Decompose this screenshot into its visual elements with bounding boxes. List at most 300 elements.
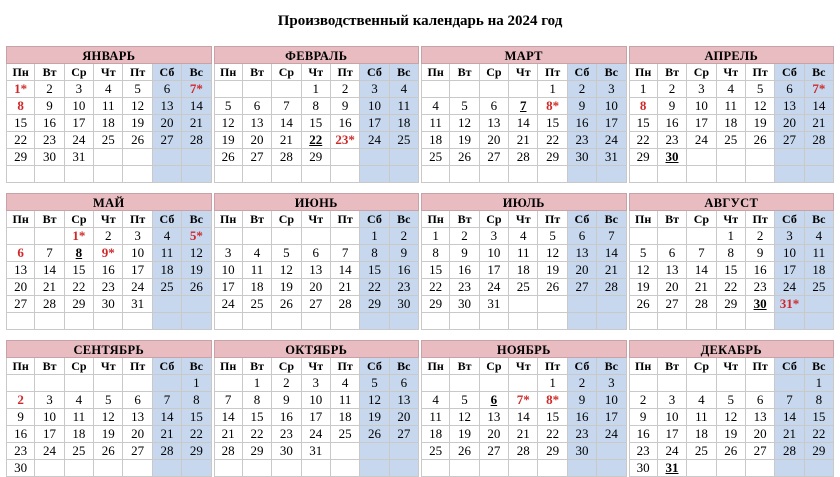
- day-cell: 24: [65, 132, 94, 149]
- empty-cell: [302, 313, 331, 330]
- month-block: [214, 193, 420, 330]
- day-cell: 29: [302, 149, 331, 166]
- day-cell: 7: [214, 392, 243, 409]
- day-cell: 19: [182, 262, 211, 279]
- empty-cell: [746, 375, 775, 392]
- empty-cell: [480, 166, 509, 183]
- month-days-grid: [629, 358, 835, 477]
- day-cell: 12: [450, 115, 479, 132]
- day-cell: 20: [302, 279, 331, 296]
- day-cell: 31*: [775, 296, 804, 313]
- day-cell: 20: [390, 409, 419, 426]
- day-cell: 10: [302, 392, 331, 409]
- day-cell: 22: [421, 279, 450, 296]
- month-title: ИЮЛЬ: [421, 193, 627, 211]
- day-cell: 3: [480, 228, 509, 245]
- empty-cell: [65, 313, 94, 330]
- day-cell: 3: [658, 392, 687, 409]
- empty-cell: [568, 166, 597, 183]
- day-cell: 14: [35, 262, 64, 279]
- empty-cell: [35, 460, 64, 477]
- empty-cell: [568, 313, 597, 330]
- day-cell: 9: [390, 245, 419, 262]
- day-cell: 14: [182, 98, 211, 115]
- day-cell: 8: [6, 98, 35, 115]
- day-cell: 22: [538, 132, 567, 149]
- day-cell: 2: [658, 81, 687, 98]
- day-cell: 15: [421, 262, 450, 279]
- weekday-header: Чт: [302, 211, 331, 228]
- weekday-header: Ср: [480, 211, 509, 228]
- weekday-header: Чт: [94, 211, 123, 228]
- day-cell: 5: [450, 98, 479, 115]
- weekday-header: Вс: [805, 211, 834, 228]
- day-cell: 18: [331, 409, 360, 426]
- empty-cell: [538, 460, 567, 477]
- day-cell: 22: [302, 132, 331, 149]
- empty-cell: [390, 149, 419, 166]
- weekday-header: Вс: [597, 64, 626, 81]
- empty-cell: [243, 81, 272, 98]
- day-cell: 14: [331, 262, 360, 279]
- weekday-header: Пт: [538, 64, 567, 81]
- day-cell: 18: [509, 262, 538, 279]
- empty-cell: [214, 166, 243, 183]
- day-cell: 17: [480, 262, 509, 279]
- empty-cell: [360, 166, 389, 183]
- day-cell: 19: [360, 409, 389, 426]
- day-cell: 14: [805, 98, 834, 115]
- day-cell: 17: [658, 426, 687, 443]
- month-block: [421, 46, 627, 183]
- day-cell: 16: [94, 262, 123, 279]
- day-cell: 25: [421, 149, 450, 166]
- day-cell: 28: [509, 149, 538, 166]
- day-cell: 27: [123, 443, 152, 460]
- day-cell: 1: [717, 228, 746, 245]
- weekday-header: Ср: [65, 64, 94, 81]
- empty-cell: [597, 460, 626, 477]
- day-cell: 9: [746, 245, 775, 262]
- day-cell: 22: [538, 426, 567, 443]
- day-cell: 25: [331, 426, 360, 443]
- day-cell: 20: [243, 132, 272, 149]
- weekday-header: Чт: [717, 64, 746, 81]
- weekday-header: Чт: [94, 358, 123, 375]
- day-cell: 2: [6, 392, 35, 409]
- day-cell: 23: [568, 426, 597, 443]
- day-cell: 27: [390, 426, 419, 443]
- day-cell: 27: [480, 149, 509, 166]
- day-cell: 15: [717, 262, 746, 279]
- weekday-header: Чт: [302, 64, 331, 81]
- weekday-header: Ср: [65, 211, 94, 228]
- day-cell: 29: [421, 296, 450, 313]
- weekday-header: Ср: [272, 211, 301, 228]
- day-cell: 14: [509, 409, 538, 426]
- empty-cell: [94, 375, 123, 392]
- day-cell: 31: [302, 443, 331, 460]
- day-cell: 28: [331, 296, 360, 313]
- day-cell: 21: [687, 279, 716, 296]
- day-cell: 24: [302, 426, 331, 443]
- day-cell: 26: [360, 426, 389, 443]
- day-cell: 19: [717, 426, 746, 443]
- empty-cell: [629, 313, 658, 330]
- day-cell: 4: [243, 245, 272, 262]
- day-cell: 21: [331, 279, 360, 296]
- day-cell: 28: [153, 443, 182, 460]
- day-cell: 27: [568, 279, 597, 296]
- day-cell: 26: [272, 296, 301, 313]
- month-title: АВГУСТ: [629, 193, 835, 211]
- day-cell: 13: [746, 409, 775, 426]
- day-cell: 8: [65, 245, 94, 262]
- day-cell: 6: [775, 81, 804, 98]
- empty-cell: [272, 81, 301, 98]
- day-cell: 22: [717, 279, 746, 296]
- day-cell: 28: [509, 443, 538, 460]
- day-cell: 3: [775, 228, 804, 245]
- day-cell: 13: [302, 262, 331, 279]
- day-cell: 19: [94, 426, 123, 443]
- day-cell: 22: [805, 426, 834, 443]
- day-cell: 5*: [182, 228, 211, 245]
- day-cell: 29: [243, 443, 272, 460]
- day-cell: 10: [597, 98, 626, 115]
- day-cell: 18: [243, 279, 272, 296]
- day-cell: 4: [509, 228, 538, 245]
- empty-cell: [421, 375, 450, 392]
- month-block: [6, 340, 212, 477]
- day-cell: 12: [360, 392, 389, 409]
- day-cell: 20: [658, 279, 687, 296]
- weekday-header: Ср: [272, 358, 301, 375]
- day-cell: 31: [658, 460, 687, 477]
- day-cell: 26: [182, 279, 211, 296]
- weekday-header: Ср: [687, 64, 716, 81]
- day-cell: 21: [214, 426, 243, 443]
- day-cell: 26: [538, 279, 567, 296]
- day-cell: 23*: [331, 132, 360, 149]
- weekday-header: Чт: [717, 358, 746, 375]
- calendar-grid: [6, 46, 834, 475]
- month-days-grid: [629, 64, 835, 183]
- empty-cell: [360, 460, 389, 477]
- day-cell: 20: [6, 279, 35, 296]
- empty-cell: [302, 460, 331, 477]
- day-cell: 17: [775, 262, 804, 279]
- day-cell: 15: [805, 409, 834, 426]
- day-cell: 10: [597, 392, 626, 409]
- empty-cell: [243, 313, 272, 330]
- day-cell: 31: [65, 149, 94, 166]
- empty-cell: [509, 166, 538, 183]
- empty-cell: [153, 166, 182, 183]
- day-cell: 1: [538, 81, 567, 98]
- day-cell: 8*: [538, 392, 567, 409]
- day-cell: 26: [214, 149, 243, 166]
- day-cell: 22: [65, 279, 94, 296]
- day-cell: 11: [421, 115, 450, 132]
- month-block: [421, 193, 627, 330]
- day-cell: 11: [65, 409, 94, 426]
- day-cell: 16: [568, 115, 597, 132]
- day-cell: 1: [182, 375, 211, 392]
- day-cell: 30: [94, 296, 123, 313]
- day-cell: 2: [746, 228, 775, 245]
- empty-cell: [390, 443, 419, 460]
- day-cell: 25: [390, 132, 419, 149]
- empty-cell: [153, 149, 182, 166]
- empty-cell: [775, 313, 804, 330]
- empty-cell: [775, 460, 804, 477]
- day-cell: 30: [390, 296, 419, 313]
- day-cell: 10: [214, 262, 243, 279]
- day-cell: 30: [6, 460, 35, 477]
- day-cell: 4: [421, 98, 450, 115]
- empty-cell: [717, 149, 746, 166]
- day-cell: 9: [331, 98, 360, 115]
- day-cell: 13: [568, 245, 597, 262]
- empty-cell: [538, 313, 567, 330]
- day-cell: 13: [390, 392, 419, 409]
- day-cell: 16: [390, 262, 419, 279]
- day-cell: 10: [775, 245, 804, 262]
- empty-cell: [243, 460, 272, 477]
- day-cell: 22: [360, 279, 389, 296]
- empty-cell: [629, 228, 658, 245]
- day-cell: 12: [717, 409, 746, 426]
- weekday-header: Вс: [805, 358, 834, 375]
- day-cell: 25: [65, 443, 94, 460]
- day-cell: 5: [94, 392, 123, 409]
- empty-cell: [182, 313, 211, 330]
- empty-cell: [450, 81, 479, 98]
- empty-cell: [302, 166, 331, 183]
- month-title: ОКТЯБРЬ: [214, 340, 420, 358]
- day-cell: 6: [123, 392, 152, 409]
- weekday-header: Вт: [658, 211, 687, 228]
- day-cell: 8: [805, 392, 834, 409]
- empty-cell: [94, 166, 123, 183]
- day-cell: 29: [182, 443, 211, 460]
- day-cell: 8: [182, 392, 211, 409]
- month-days-grid: [6, 358, 212, 477]
- day-cell: 14: [214, 409, 243, 426]
- empty-cell: [629, 166, 658, 183]
- day-cell: 6: [6, 245, 35, 262]
- empty-cell: [360, 443, 389, 460]
- weekday-header: Чт: [302, 358, 331, 375]
- empty-cell: [509, 313, 538, 330]
- day-cell: 10: [687, 98, 716, 115]
- day-cell: 6: [746, 392, 775, 409]
- day-cell: 1: [302, 81, 331, 98]
- empty-cell: [243, 166, 272, 183]
- empty-cell: [390, 313, 419, 330]
- day-cell: 1: [360, 228, 389, 245]
- day-cell: 12: [214, 115, 243, 132]
- day-cell: 27: [658, 296, 687, 313]
- day-cell: 18: [687, 426, 716, 443]
- day-cell: 15: [6, 115, 35, 132]
- empty-cell: [658, 375, 687, 392]
- weekday-header: Ср: [480, 358, 509, 375]
- day-cell: 1*: [65, 228, 94, 245]
- day-cell: 7: [687, 245, 716, 262]
- day-cell: 6: [390, 375, 419, 392]
- empty-cell: [182, 296, 211, 313]
- day-cell: 12: [629, 262, 658, 279]
- day-cell: 27: [6, 296, 35, 313]
- day-cell: 23: [390, 279, 419, 296]
- day-cell: 5: [272, 245, 301, 262]
- day-cell: 13: [6, 262, 35, 279]
- day-cell: 4: [94, 81, 123, 98]
- day-cell: 2: [390, 228, 419, 245]
- day-cell: 12: [123, 98, 152, 115]
- empty-cell: [65, 460, 94, 477]
- weekday-header: Сб: [568, 211, 597, 228]
- weekday-header: Ср: [480, 64, 509, 81]
- empty-cell: [658, 313, 687, 330]
- day-cell: 15: [65, 262, 94, 279]
- empty-cell: [450, 460, 479, 477]
- weekday-header: Вт: [450, 358, 479, 375]
- empty-cell: [123, 166, 152, 183]
- day-cell: 23: [272, 426, 301, 443]
- day-cell: 1: [243, 375, 272, 392]
- empty-cell: [597, 443, 626, 460]
- day-cell: 11: [687, 409, 716, 426]
- day-cell: 25: [805, 279, 834, 296]
- day-cell: 19: [538, 262, 567, 279]
- empty-cell: [538, 296, 567, 313]
- day-cell: 19: [450, 132, 479, 149]
- day-cell: 29: [538, 443, 567, 460]
- day-cell: 2: [272, 375, 301, 392]
- day-cell: 16: [746, 262, 775, 279]
- day-cell: 18: [421, 132, 450, 149]
- day-cell: 26: [717, 443, 746, 460]
- weekday-header: Вс: [182, 64, 211, 81]
- weekday-header: Пн: [214, 64, 243, 81]
- day-cell: 28: [182, 132, 211, 149]
- day-cell: 21: [272, 132, 301, 149]
- day-cell: 16: [6, 426, 35, 443]
- day-cell: 26: [450, 443, 479, 460]
- day-cell: 10: [360, 98, 389, 115]
- empty-cell: [597, 313, 626, 330]
- empty-cell: [658, 166, 687, 183]
- empty-cell: [123, 313, 152, 330]
- day-cell: 4: [717, 81, 746, 98]
- weekday-header: Сб: [568, 358, 597, 375]
- day-cell: 29: [629, 149, 658, 166]
- day-cell: 4: [687, 392, 716, 409]
- day-cell: 17: [35, 426, 64, 443]
- day-cell: 20: [123, 426, 152, 443]
- day-cell: 21: [35, 279, 64, 296]
- month-block: [214, 340, 420, 477]
- month-block: [629, 193, 835, 330]
- day-cell: 10: [658, 409, 687, 426]
- weekday-header: Пт: [746, 358, 775, 375]
- day-cell: 5: [360, 375, 389, 392]
- empty-cell: [214, 313, 243, 330]
- day-cell: 28: [214, 443, 243, 460]
- day-cell: 20: [775, 115, 804, 132]
- day-cell: 27: [153, 132, 182, 149]
- day-cell: 21: [775, 426, 804, 443]
- weekday-header: Пн: [421, 211, 450, 228]
- empty-cell: [153, 313, 182, 330]
- day-cell: 16: [450, 262, 479, 279]
- day-cell: 5: [629, 245, 658, 262]
- day-cell: 6: [568, 228, 597, 245]
- weekday-header: Вс: [390, 358, 419, 375]
- day-cell: 23: [568, 132, 597, 149]
- day-cell: 6: [153, 81, 182, 98]
- empty-cell: [182, 166, 211, 183]
- empty-cell: [775, 149, 804, 166]
- day-cell: 7: [272, 98, 301, 115]
- empty-cell: [272, 166, 301, 183]
- weekday-header: Пн: [629, 64, 658, 81]
- month-title: СЕНТЯБРЬ: [6, 340, 212, 358]
- weekday-header: Ср: [687, 211, 716, 228]
- day-cell: 28: [805, 132, 834, 149]
- weekday-header: Пт: [538, 211, 567, 228]
- empty-cell: [65, 166, 94, 183]
- empty-cell: [480, 460, 509, 477]
- weekday-header: Вт: [658, 358, 687, 375]
- day-cell: 19: [214, 132, 243, 149]
- month-block: [214, 46, 420, 183]
- empty-cell: [153, 296, 182, 313]
- month-days-grid: [421, 64, 627, 183]
- day-cell: 17: [123, 262, 152, 279]
- day-cell: 2: [568, 375, 597, 392]
- empty-cell: [182, 460, 211, 477]
- weekday-header: Пн: [214, 211, 243, 228]
- day-cell: 4: [390, 81, 419, 98]
- day-cell: 24: [360, 132, 389, 149]
- day-cell: 27: [480, 443, 509, 460]
- day-cell: 7: [775, 392, 804, 409]
- weekday-header: Сб: [360, 211, 389, 228]
- day-cell: 24: [35, 443, 64, 460]
- day-cell: 28: [272, 149, 301, 166]
- empty-cell: [658, 228, 687, 245]
- empty-cell: [568, 460, 597, 477]
- day-cell: 7: [35, 245, 64, 262]
- day-cell: 8: [717, 245, 746, 262]
- day-cell: 1: [421, 228, 450, 245]
- empty-cell: [360, 149, 389, 166]
- day-cell: 13: [153, 98, 182, 115]
- empty-cell: [272, 313, 301, 330]
- empty-cell: [6, 166, 35, 183]
- day-cell: 3: [302, 375, 331, 392]
- month-days-grid: [6, 64, 212, 183]
- day-cell: 30: [272, 443, 301, 460]
- empty-cell: [687, 375, 716, 392]
- day-cell: 9: [658, 98, 687, 115]
- empty-cell: [360, 313, 389, 330]
- day-cell: 10: [480, 245, 509, 262]
